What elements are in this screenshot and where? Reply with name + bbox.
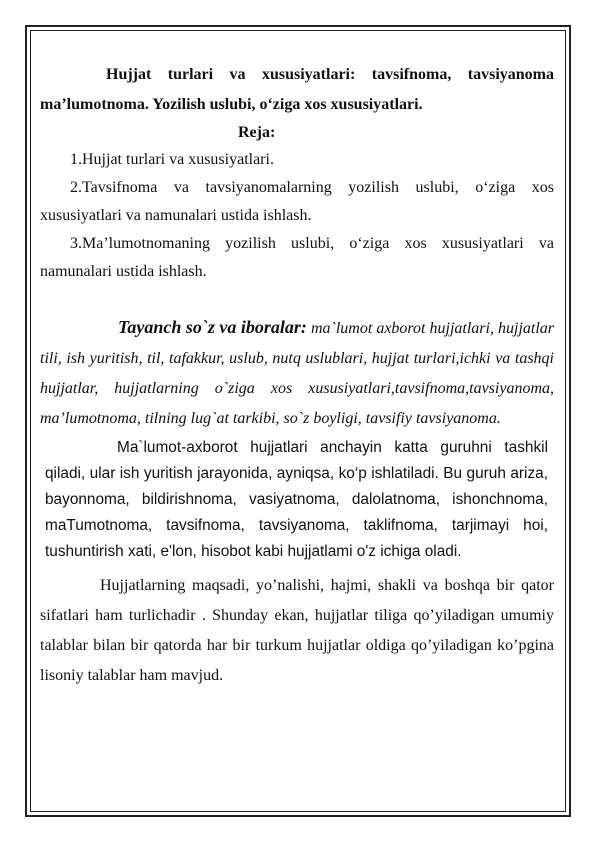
plan-heading: Reja: <box>238 124 276 141</box>
plan-item-1: 1.Hujjat turlari va xususiyatlari. <box>70 151 274 168</box>
document-body <box>40 60 554 691</box>
bottom-margin <box>31 780 561 802</box>
requirements-paragraph: Hujjatlarning maqsadi, yo’nalishi, hajmi, shakli va boshqa bir qator sifatlari ham turlichadir . Shunday ekan, hujjatlar tiliga qo’yiladigan umumiy talablar bilan bir qatorda har bir turkum hujjatlar oldiga qo’yiladigan ko’pgina lisoniy talablar ham mavjud. <box>40 577 554 684</box>
plan-item-2: 2.Tavsifnoma va tavsiyanomalarning yozilish uslubi, o‘ziga xos xususiyatlari va namunalari ustida ishlash. <box>40 179 554 224</box>
spacer <box>40 286 554 306</box>
document-title: Hujjat turlari va xususiyatlari: tavsifnoma, tavsiyanoma ma’lumotnoma. Yozilish uslubi, o‘ziga xos xususiyatlari. <box>40 66 554 113</box>
key-terms-label: Tayanch so`z va iboralar: <box>118 317 307 337</box>
info-documents-paragraph: Ma`lumot-axborot hujjatlari anchayin katta guruhni tashkil qiladi, ular ish yuritish jarayonida, ayniqsa, ko‘p ishlatiladi. Bu guruh ariza, bayonnoma, bildirishnoma, vasiyatnoma, dalolatnoma, ishonchnoma, maTumotnoma, tavsifnoma, tavsiyanoma, taklifnoma, tarjimayi hoi, tushuntirish xati, e'lon, hisobot kabi hujjatlami o'z ichiga oladi. <box>45 439 548 560</box>
plan-item-3: 3.Ma’lumotnomaning yozilish uslubi, o‘ziga xos xususiyatlari va namunalari ustida ishlash. <box>40 235 554 280</box>
key-terms-paragraph <box>40 312 554 434</box>
key-terms-list: ma`lumot axborot hujjatlari, hujjatlar tili, ish yuritish, til, tafakkur, uslub, nutq uslublari, hujjat turlari,ichki va tashqi hujjatlar, hujjatlarning o`ziga xos xususiyatlari,tavsifnoma,tavsiyanoma, ma’lumotnoma, tilning lug`at tarkibi, so`z boyligi, tavsifiy tavsiyanoma. <box>40 320 555 427</box>
